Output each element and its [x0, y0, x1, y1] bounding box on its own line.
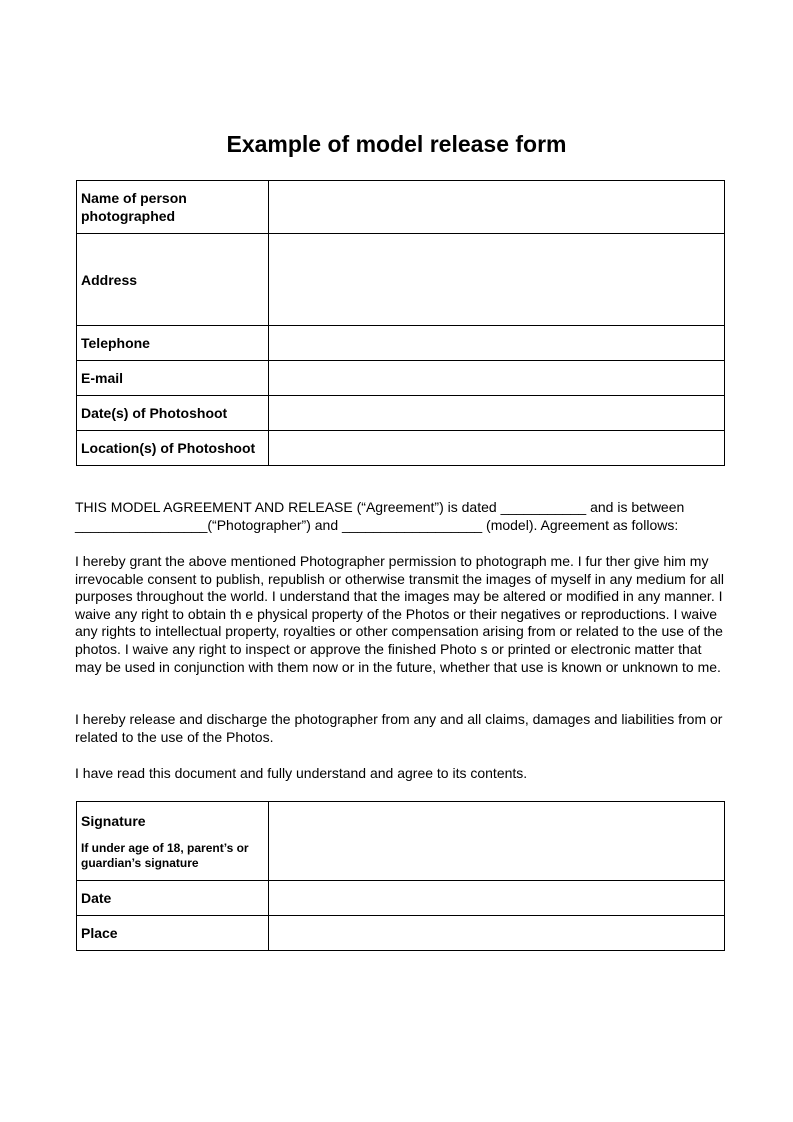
acknowledgement-paragraph: I have read this document and fully understand and agree to its contents. — [75, 765, 528, 781]
row-date — [77, 881, 725, 916]
name-field[interactable] — [269, 181, 725, 234]
signature-label-cell — [77, 802, 269, 881]
row-signature — [77, 802, 725, 881]
row-email — [77, 361, 725, 396]
dates-field[interactable] — [269, 396, 725, 431]
dates-label: Date(s) of Photoshoot — [77, 396, 269, 431]
telephone-label: Telephone — [77, 326, 269, 361]
row-name — [77, 181, 725, 234]
date-field[interactable] — [269, 881, 725, 916]
agreement-intro: THIS MODEL AGREEMENT AND RELEASE (“Agreement”) is dated ___________ and is between _________________(“Photographer”) and __________________ (model). Agreement as follows: — [75, 499, 685, 533]
locations-field[interactable] — [269, 431, 725, 466]
signature-label: Signature — [81, 812, 146, 829]
signature-table — [76, 801, 725, 951]
row-address — [77, 234, 725, 326]
release-paragraph: I hereby release and discharge the photographer from any and all claims, damages and liabilities from or related to the use of the Photos. — [75, 711, 723, 745]
row-dates — [77, 396, 725, 431]
email-field[interactable] — [269, 361, 725, 396]
page-title: Example of model release form — [226, 131, 567, 157]
details-table — [76, 180, 725, 466]
email-label: E-mail — [77, 361, 269, 396]
row-place — [77, 916, 725, 951]
row-locations — [77, 431, 725, 466]
signature-field[interactable] — [269, 802, 725, 881]
place-label: Place — [77, 916, 269, 951]
telephone-field[interactable] — [269, 326, 725, 361]
locations-label: Location(s) of Photoshoot — [77, 431, 269, 466]
guardian-note: If under age of 18, parent’s or guardian’s signature — [81, 840, 249, 870]
address-field[interactable] — [269, 234, 725, 326]
name-label: Name of person photographed — [77, 181, 269, 234]
address-label: Address — [77, 234, 269, 326]
date-label: Date — [77, 881, 269, 916]
row-telephone — [77, 326, 725, 361]
place-field[interactable] — [269, 916, 725, 951]
permission-paragraph: I hereby grant the above mentioned Photographer permission to photograph me. I fur ther give him my irrevocable consent to publish, republish or otherwise transmit the images of myself in any medium for all purposes throughout the world. I understand that the images may be altered or modified in any manner. I waive any right to obtain th e physical property of the Photos or their negatives or reproductions. I waive any rights to intellectual property, royalties or other compensation arising from or related to the use of the photos. I waive any right to inspect or approve the finished Photo s or printed or electronic matter that may be used in conjunction with them now or in the future, whether that use is known or unknown to me. — [75, 553, 724, 675]
